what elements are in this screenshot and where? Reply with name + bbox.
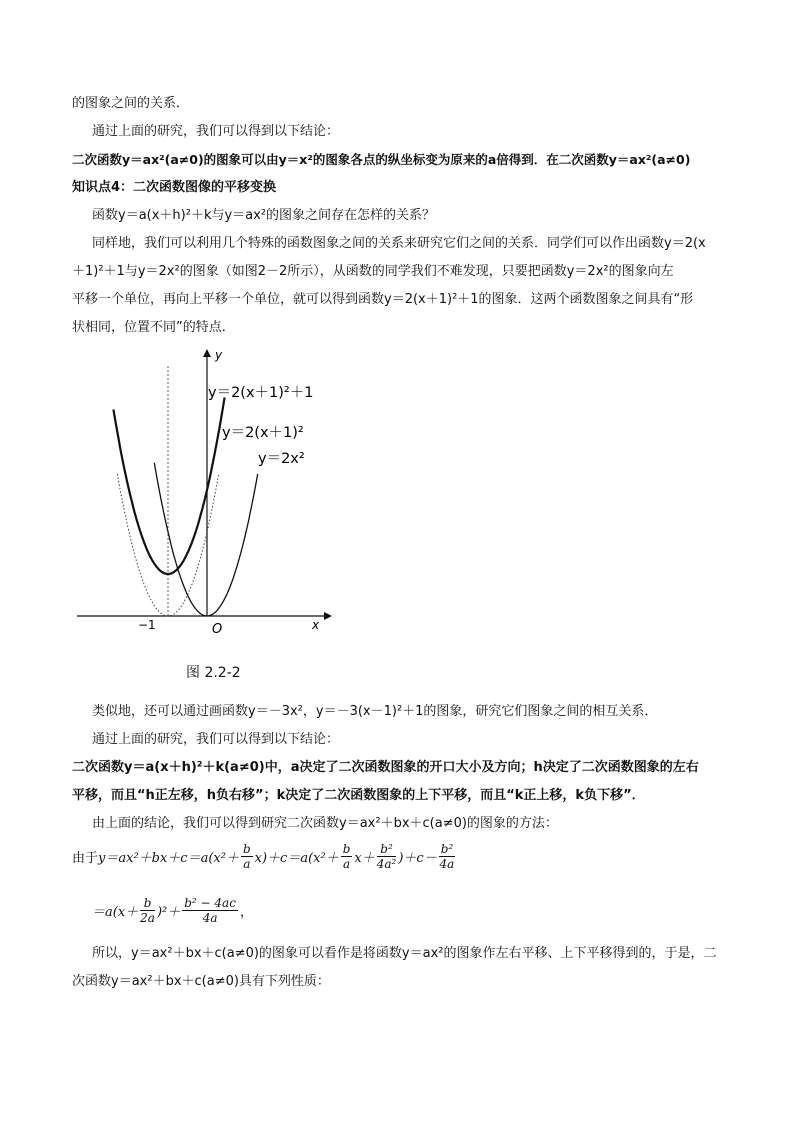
formula-text: x＋ (354, 851, 375, 866)
formula-text: ＝a(x＋ (92, 905, 139, 920)
text-line: 平移一个单位，再向上平移一个单位，就可以得到函数y＝2(x＋1)²＋1的图象．这两个函数图象之间具有“形 (72, 292, 694, 307)
fraction: $\frac{b}{2a}$ (140, 896, 155, 925)
x-axis-arrow (324, 612, 332, 620)
curve-2x-squared (154, 463, 257, 616)
conclusion-line: 二次函数y＝ax²(a≠0)的图象可以由y＝x²的图象各点的纵坐标变为原来的a倍得到．在二次函数y＝ax²(a≠0) (72, 152, 691, 167)
y-axis-label: y (215, 348, 223, 362)
origin-label: O (212, 622, 223, 637)
text-line: 同样地，我们可以利用几个特殊的函数图象之间的关系来研究它们之间的关系．同学们可以作出函数y＝2(x (92, 236, 706, 251)
text-line: 通过上面的研究，我们可以得到以下结论： (92, 124, 340, 139)
text-line: 次函数y＝ax²＋bx＋c(a≠0)具有下列性质： (72, 974, 330, 989)
fraction: $\frac{b}{a}$ (242, 842, 251, 871)
curve-label: y＝2(x＋1)²＋1 (208, 385, 314, 401)
text-line: 状相同，位置不同”的特点． (72, 320, 235, 335)
section-heading: 知识点4：二次函数图像的平移变换 (72, 180, 277, 195)
fraction: $\frac{\text{b² − 4ac}}{4a}$ (184, 896, 236, 925)
formula-text: )＋c－ (398, 851, 437, 866)
text-line: 的图象之间的关系． (72, 96, 190, 111)
formula-text: )²＋ (156, 905, 181, 920)
text-line: 函数y＝a(x＋h)²＋k与y＝ax²的图象之间存在怎样的关系？ (92, 208, 436, 223)
tick-label: −1 (138, 618, 156, 632)
curve-label: y＝2(x＋1)² (222, 425, 304, 441)
vertex-form-formula (92, 896, 253, 925)
text-line: 通过上面的研究，我们可以得到以下结论： (92, 732, 340, 747)
text-line: 类似地，还可以通过画函数y＝－3x²，y＝－3(x－1)²＋1的图象，研究它们图象之间的相互关系． (92, 704, 658, 719)
x-axis-label: x (312, 618, 320, 632)
fraction: $\frac{\text{b²}}{\text{4a²}}$ (376, 842, 397, 871)
parabola-figure (72, 345, 342, 650)
fraction: $\frac{\text{b²}}{4a}$ (439, 842, 455, 871)
conclusion-line: 平移，而且“h正左移，h负右移”；k决定了二次函数图象的上下平移，而且“k正上移，k负下移”． (72, 788, 645, 803)
fraction: $\frac{b}{a}$ (342, 842, 351, 871)
conclusion-line: 二次函数y＝a(x＋h)²＋k(a≠0)中，a决定了二次函数图象的开口大小及方向；h决定了二次函数图象的左右 (72, 760, 699, 775)
figure-caption: 图 2.2-2 (186, 665, 241, 681)
text-line: ＋1)²＋1与y＝2x²的图象（如图2－2所示），从函数的同学我们不难发现，只要把函数y＝2x²的图象向左 (72, 264, 674, 279)
curve-2-x-plus-1-squared-plus-1 (113, 397, 224, 574)
formula-text: x)＋c＝a(x²＋ (254, 851, 339, 866)
formula-text: 由于 (72, 851, 99, 866)
text-line: 所以，y＝ax²＋bx＋c(a≠0)的图象可以看作是将函数y＝ax²的图象作左右平移、上下平移得到的，于是，二 (92, 946, 717, 961)
text-line: 由上面的结论，我们可以得到研究二次函数y＝ax²＋bx＋c(a≠0)的图象的方法： (92, 816, 558, 831)
formula-text: ， (239, 905, 253, 920)
completing-square-formula (72, 842, 457, 871)
curve-label: y＝2x² (258, 451, 305, 467)
formula-text: y＝ax²＋bx＋c＝a(x²＋ (98, 851, 239, 866)
y-axis-arrow (203, 349, 211, 357)
